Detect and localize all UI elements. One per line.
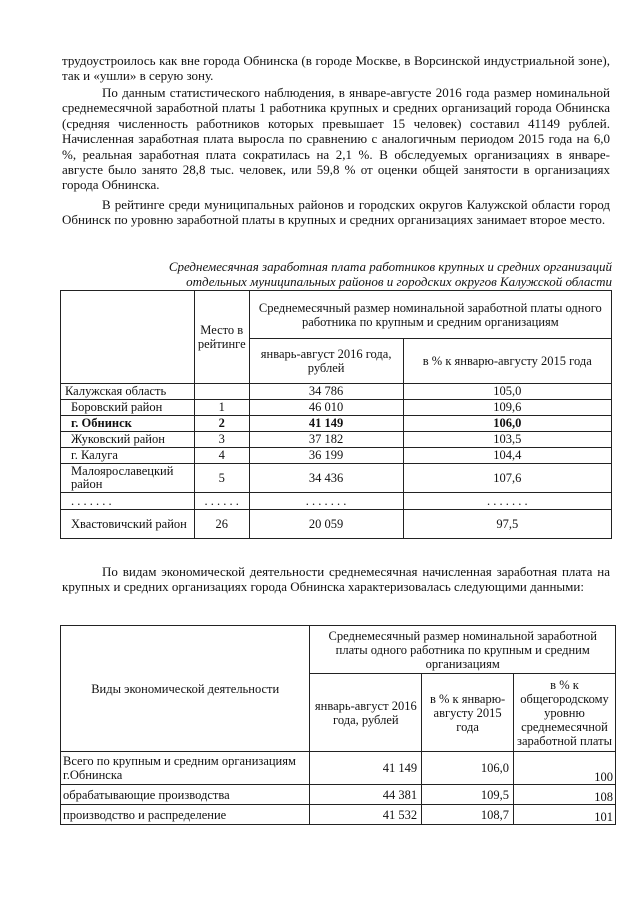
row-city-percent: 101 [514, 805, 616, 825]
paragraph-4: По видам экономической деятельности среднемесячная начисленная заработная плата на крупных и средних организациях города Обнинска характеризовалась следующими данными: [62, 564, 610, 595]
salary-rating-table [60, 290, 612, 539]
table1-header-percent: в % к январю-августу 2015 года [403, 339, 611, 384]
table1-caption-line2: отдельных муниципальных районов и городских округов Калужской области [186, 274, 612, 289]
row-value: 41 532 [310, 805, 422, 825]
row-name: . . . . . . . [61, 493, 195, 510]
table-row [61, 510, 612, 539]
row-percent: 106,0 [403, 416, 611, 432]
table-row [61, 400, 612, 416]
table2-header-period: январь-август 2016 года, рублей [310, 674, 422, 752]
row-value: 37 182 [249, 432, 403, 448]
row-percent: 109,6 [403, 400, 611, 416]
table2-header-group: Среднемесячный размер номинальной заработной платы одного работника по крупным и средним организациям [310, 626, 616, 674]
table-row [61, 493, 612, 510]
row-place: 26 [194, 510, 249, 539]
paragraph-1: трудоустроилось как вне города Обнинска (в городе Москве, в Ворсинской индустриальной зоне), так и «ушли» в серую зону. [62, 53, 610, 84]
table-row [61, 785, 616, 805]
row-city-percent: 100 [514, 752, 616, 785]
paragraph-2: По данным статистического наблюдения, в январе-августе 2016 года размер номинальной среднемесячной заработной платы 1 работника крупных и средних организаций города Обнинска (средняя численность работников которых превышает 15 человек) составил 41149 рублей. Начисленная заработная плата выросла по сравнению с аналогичным периодом 2015 года на 6,0 %, реальная заработная плата сократилась на 2,1 %. В обследуемых организациях в январе-августе было занято 28,8 тыс. человек, или 59,8 % от оценки общей занятости в организациях города Обнинска. [62, 85, 610, 193]
table-row [61, 432, 612, 448]
table-row [61, 416, 612, 432]
table1-header-place: Место в рейтинге [194, 291, 249, 384]
table-row [61, 752, 616, 785]
row-name: Малоярославецкий район [61, 464, 195, 493]
row-percent: 104,4 [403, 448, 611, 464]
row-value: 36 199 [249, 448, 403, 464]
row-value: 41 149 [249, 416, 403, 432]
row-percent: 109,5 [422, 785, 514, 805]
table-row [61, 384, 612, 400]
row-place: 4 [194, 448, 249, 464]
row-percent: 107,6 [403, 464, 611, 493]
row-place: . . . . . . [194, 493, 249, 510]
row-name: Боровский район [61, 400, 195, 416]
row-name: Всего по крупным и средним организациям г.Обнинска [61, 752, 310, 785]
row-place: 2 [194, 416, 249, 432]
row-name: обрабатывающие производства [61, 785, 310, 805]
table1-caption [60, 259, 612, 289]
salary-by-activity-table [60, 625, 616, 825]
row-value: 20 059 [249, 510, 403, 539]
table1-caption-line1: Среднемесячная заработная плата работников крупных и средних организаций [168, 259, 612, 274]
table1-header-period: январь-август 2016 года, рублей [249, 339, 403, 384]
row-value: 34 786 [249, 384, 403, 400]
row-percent: 97,5 [403, 510, 611, 539]
row-name: Хвастовичский район [61, 510, 195, 539]
table-row [61, 464, 612, 493]
row-value: 46 010 [249, 400, 403, 416]
row-percent: . . . . . . . [403, 493, 611, 510]
row-value: 34 436 [249, 464, 403, 493]
table1-header-group: Среднемесячный размер номинальной заработной платы одного работника по крупным и средним организациям [249, 291, 611, 339]
row-city-percent: 108 [514, 785, 616, 805]
row-name: г. Калуга [61, 448, 195, 464]
table-row [61, 448, 612, 464]
row-percent: 103,5 [403, 432, 611, 448]
table2-header-city-percent: в % к общегородскому уровню среднемесячной заработной платы [514, 674, 616, 752]
row-place: 5 [194, 464, 249, 493]
row-value: 44 381 [310, 785, 422, 805]
row-percent: 106,0 [422, 752, 514, 785]
row-value: 41 149 [310, 752, 422, 785]
table2-header-percent: в % к январю-августу 2015 года [422, 674, 514, 752]
row-name: производство и распределение [61, 805, 310, 825]
table2-header-activity: Виды экономической деятельности [61, 626, 310, 752]
row-percent: 105,0 [403, 384, 611, 400]
row-place [194, 384, 249, 400]
row-value: . . . . . . . [249, 493, 403, 510]
row-name: Жуковский район [61, 432, 195, 448]
table-row [61, 805, 616, 825]
row-place: 1 [194, 400, 249, 416]
row-percent: 108,7 [422, 805, 514, 825]
row-name: г. Обнинск [61, 416, 195, 432]
paragraph-3: В рейтинге среди муниципальных районов и городских округов Калужской области город Обнинск по уровню заработной платы в крупных и средних организациях занимает второе место. [62, 197, 610, 228]
row-place: 3 [194, 432, 249, 448]
table1-header-name [61, 291, 195, 384]
row-name: Калужская область [61, 384, 195, 400]
